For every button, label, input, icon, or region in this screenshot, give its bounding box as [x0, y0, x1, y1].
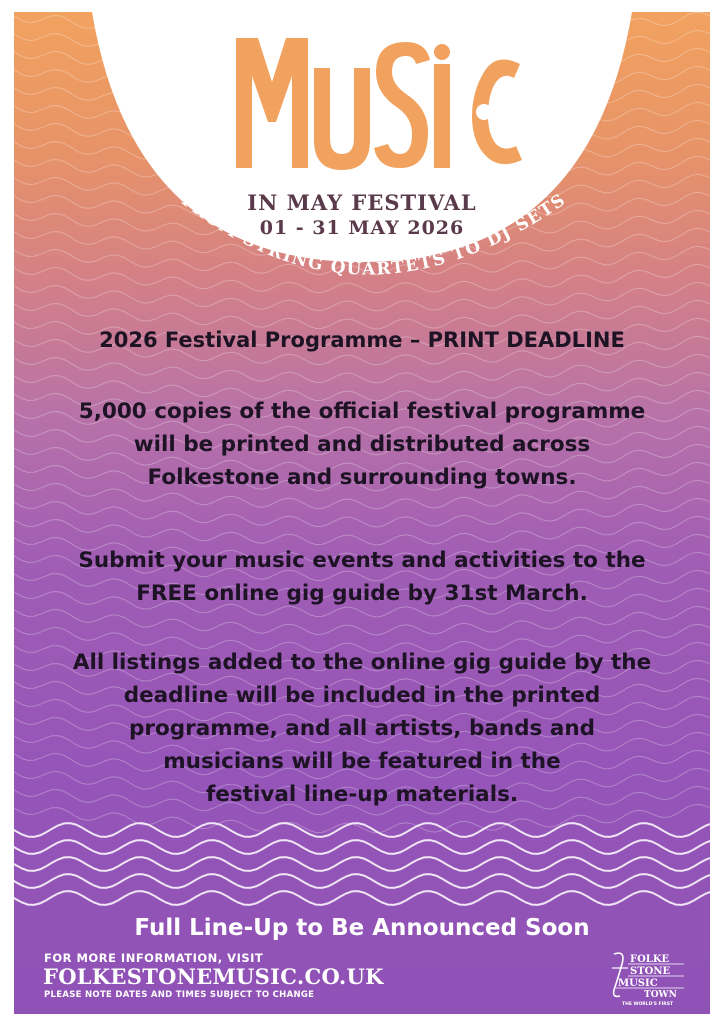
svg-text:01 - 31 MAY 2026: 01 - 31 MAY 2026: [259, 217, 465, 239]
svg-text:FOLKE: FOLKE: [630, 954, 670, 965]
programme-title: 2026 Festival Programme – PRINT DEADLINE: [99, 328, 625, 352]
festival-poster: [14, 12, 710, 1014]
text-line: FREE online gig guide by 31st March.: [136, 581, 588, 606]
tagline: FROM STRING QUARTETS TO DJ SETS: [177, 189, 570, 280]
text-line: musicians will be featured in the: [163, 749, 561, 774]
svg-text:STONE: STONE: [630, 966, 671, 977]
text-line: programme, and all artists, bands and: [128, 716, 596, 741]
text-line: will be printed and distributed across: [133, 432, 591, 457]
text-line: Folkestone and surrounding towns.: [147, 465, 577, 490]
svg-text:TOWN: TOWN: [644, 990, 677, 1000]
text-line: Submit your music events and activities to the: [78, 548, 646, 573]
lineup-announcement: Full Line-Up to Be Announced Soon: [134, 915, 590, 941]
wave-line-bold: [14, 891, 710, 905]
text-line: 5,000 copies of the official festival programme: [78, 399, 646, 424]
website-link[interactable]: FOLKESTONEMUSIC.CO.UK: [43, 964, 384, 989]
wave-line: [14, 496, 710, 527]
text-line: festival line-up materials.: [205, 782, 519, 807]
wave-line-bold: [14, 857, 710, 871]
svg-text:IN MAY FESTIVAL: IN MAY FESTIVAL: [247, 190, 477, 215]
wave-line: [14, 514, 710, 545]
wave-line: [14, 352, 710, 383]
svg-text:MUSIC: MUSIC: [618, 978, 658, 989]
wave-line-bold: [14, 823, 710, 837]
disclaimer-note: PLEASE NOTE DATES AND TIMES SUBJECT TO CHANGE: [44, 990, 315, 1000]
svg-text:THE WORLD'S FIRST: THE WORLD'S FIRST: [622, 1002, 674, 1006]
text-line: deadline will be included in the printed: [123, 683, 601, 708]
wave-line-bold: [14, 840, 710, 854]
music-in-may-logo: [14, 12, 710, 352]
paragraph-submit: [14, 544, 710, 610]
info-label: FOR MORE INFORMATION, VISIT: [44, 951, 264, 965]
paragraph-print-run: [14, 395, 710, 494]
folkestone-music-town-logo: [608, 950, 686, 1006]
wave-line-bold: [14, 874, 710, 888]
text-line: All listings added to the online gig guide by the: [72, 650, 652, 675]
paragraph-listings: [14, 646, 710, 811]
